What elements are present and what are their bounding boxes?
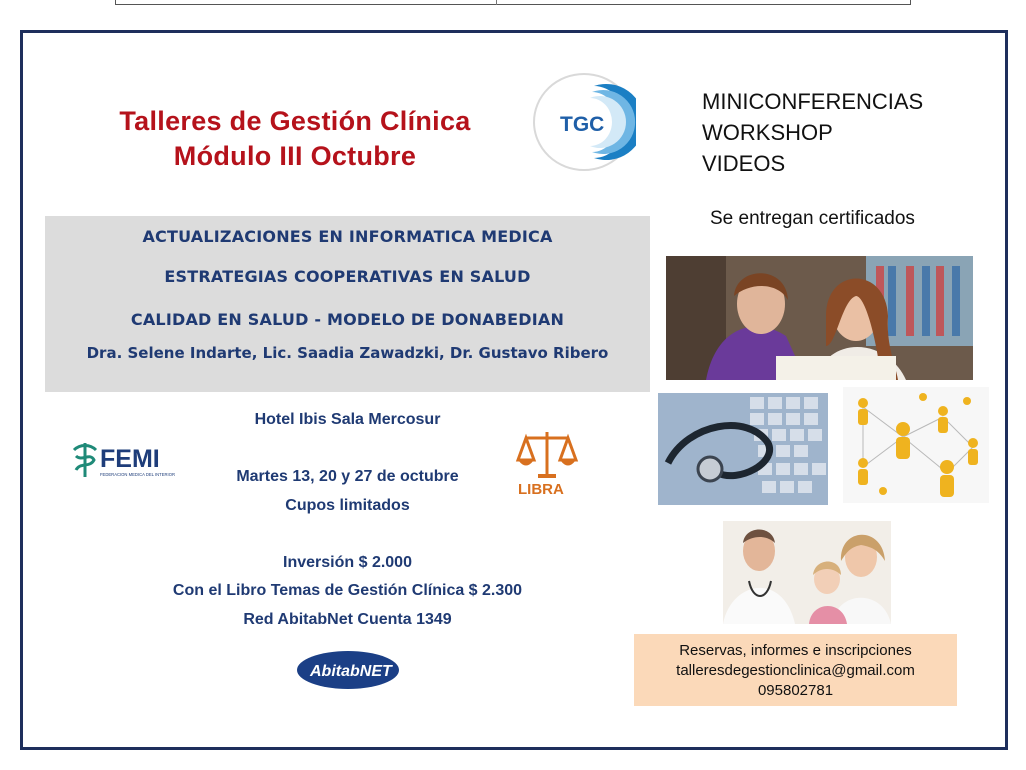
- libra-logo-text: LIBRA: [518, 481, 564, 498]
- topic-item: CALIDAD EN SALUD - MODELO DE DONABEDIAN: [130, 310, 565, 329]
- format-workshop: WORKSHOP: [702, 120, 833, 145]
- topic-item: ESTRATEGIAS COOPERATIVAS EN SALUD: [164, 267, 531, 286]
- seats-note: Cupos limitados: [285, 497, 410, 514]
- top-window-edge: [115, 0, 911, 5]
- format-miniconferencias: MINICONFERENCIAS: [702, 89, 924, 114]
- contact-heading: Reservas, informes e inscripciones: [679, 642, 912, 659]
- students-studying-photo: [666, 256, 973, 380]
- dates: Martes 13, 20 y 27 de octubre: [236, 468, 459, 485]
- format-videos: VIDEOS: [702, 151, 786, 176]
- femi-logo: [68, 440, 180, 480]
- contact-box: [634, 634, 957, 706]
- contact-email[interactable]: talleresdegestionclinica@gmail.com: [676, 662, 915, 679]
- price: Inversión $ 2.000: [283, 554, 412, 571]
- abitabnet-logo-text: AbitabNET: [310, 663, 392, 680]
- femi-logo-text: FEMI: [100, 445, 160, 473]
- venue: Hotel Ibis Sala Mercosur: [254, 411, 441, 428]
- abitabnet-logo: [296, 650, 400, 690]
- contact-phone: 095802781: [757, 682, 834, 699]
- formats-list: [702, 86, 923, 179]
- tgc-logo: [532, 72, 636, 172]
- tgc-logo-text: TGC: [560, 113, 605, 136]
- topics-box: [45, 216, 650, 392]
- doctor-family-photo: [723, 521, 891, 624]
- certificates-note: Se entregan certificados: [710, 208, 915, 229]
- price-with-book: Con el Libro Temas de Gestión Clínica $ 2.300: [172, 582, 523, 599]
- title-line-2: Módulo III Octubre: [173, 141, 417, 171]
- flyer-title: [70, 104, 520, 174]
- caduceus-icon: [74, 443, 96, 477]
- libra-logo: [514, 426, 580, 498]
- title-line-1: Talleres de Gestión Clínica: [119, 106, 471, 136]
- topic-item: ACTUALIZACIONES EN INFORMATICA MEDICA: [142, 227, 553, 246]
- network-people-photo: [843, 387, 989, 503]
- speakers-line: Dra. Selene Indarte, Lic. Saadia Zawadzki, Dr. Gustavo Ribero: [86, 344, 609, 362]
- stethoscope-keyboard-photo: [658, 393, 828, 505]
- payment-info: Red AbitabNet Cuenta 1349: [243, 611, 452, 628]
- scales-icon: [518, 432, 576, 476]
- femi-logo-subtitle: FEDERACION MEDICA DEL INTERIOR: [100, 472, 175, 477]
